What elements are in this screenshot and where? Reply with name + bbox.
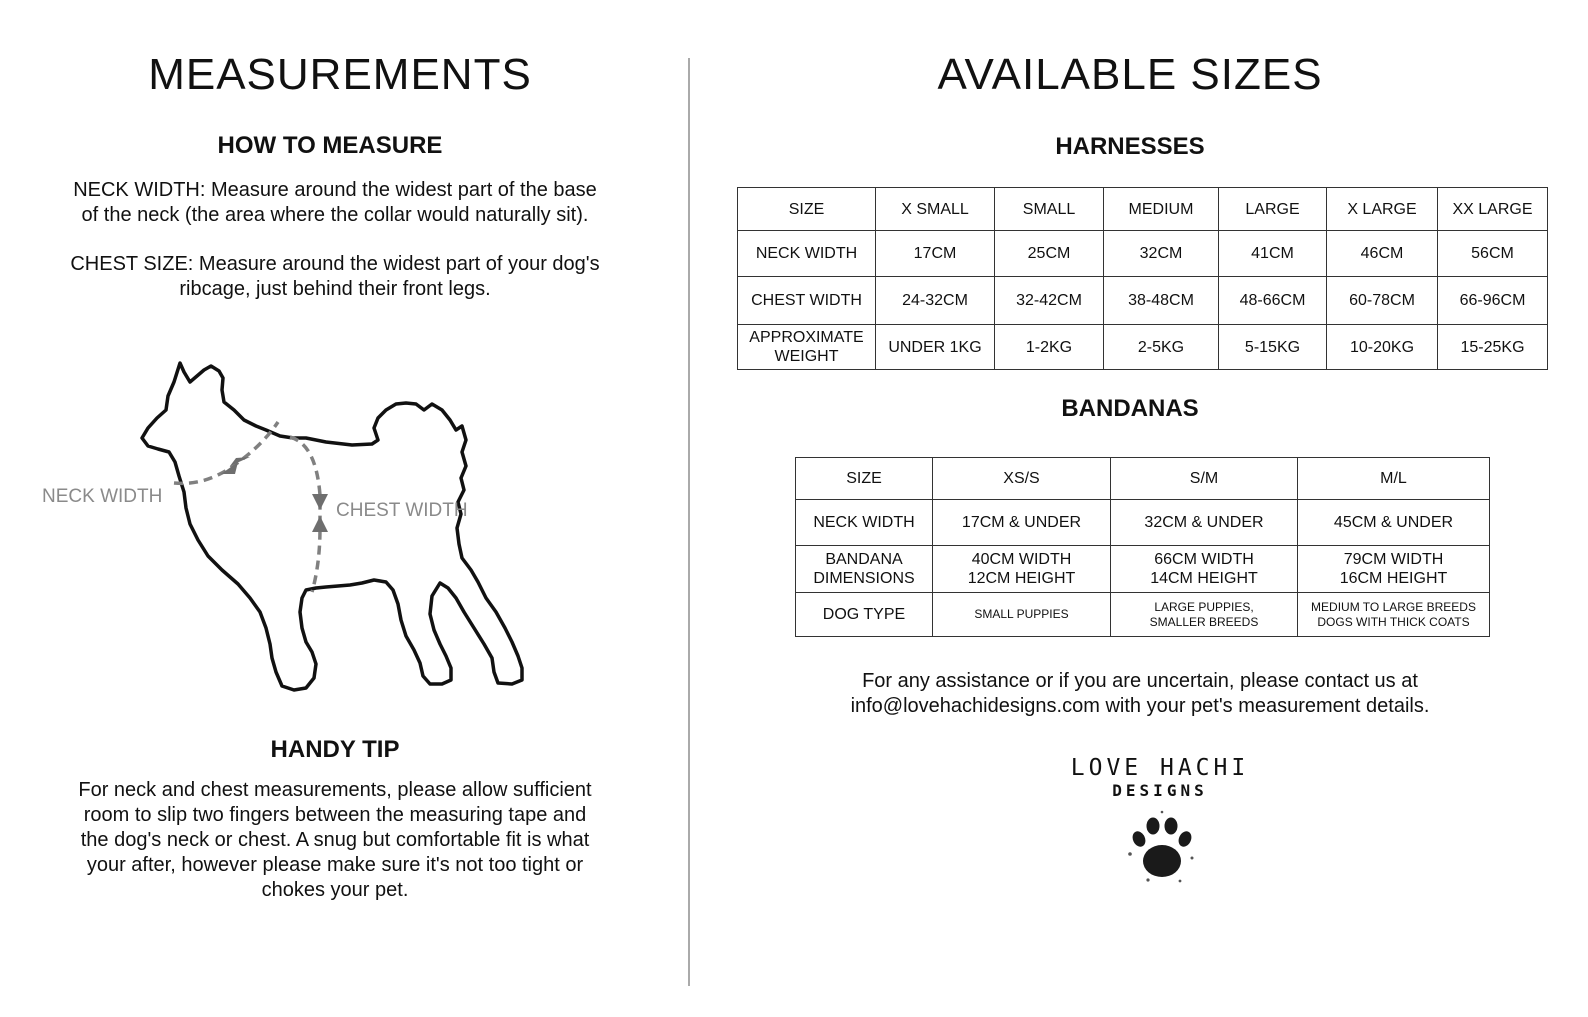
paw-speck [1128,852,1132,856]
handy-tip-text [20,778,650,903]
table-cell: 48-66CM [1219,277,1327,325]
brand-name-line2: DESIGNS [1112,781,1208,800]
table-row [796,593,1490,637]
measurements-title: MEASUREMENTS [148,50,532,99]
table-cell: 32CM & UNDER [1111,500,1298,546]
header-cell: SIZE [796,458,933,500]
contact-text [790,669,1490,719]
table-row [738,325,1548,370]
table-row [796,500,1490,546]
paw-speck [1191,857,1194,860]
row-label-cell: DOG TYPE [796,593,933,637]
header-cell: S/M [1111,458,1298,500]
contact-line1: For any assistance or if you are uncertain, please contact us at [862,670,1418,692]
row-label-cell: BANDANA DIMENSIONS [796,546,933,593]
table-cell: SMALL PUPPIES [933,593,1111,637]
table-cell: 10-20KG [1327,325,1438,370]
header-cell: X LARGE [1327,188,1438,231]
dog-silhouette [142,363,522,690]
tip-line: the dog's neck or chest. A snug but comfortable fit is what [80,829,590,851]
contact-line2: info@lovehachidesigns.com with your pet's measurement details. [850,695,1430,717]
how-to-measure-text [20,178,650,302]
column-divider [688,58,690,986]
paw-speck [1146,878,1149,881]
table-cell: 1-2KG [995,325,1104,370]
table-cell: 24-32CM [876,277,995,325]
header-cell: LARGE [1219,188,1327,231]
table-cell: 79CM WIDTH 16CM HEIGHT [1298,546,1490,593]
paw-speck [1161,811,1164,814]
brand-name-line1: LOVE HACHI [1070,755,1250,781]
table-cell: 5-15KG [1219,325,1327,370]
table-header-row [738,188,1548,231]
neck-instruction-line1: NECK WIDTH: Measure around the widest part of the base [73,179,597,201]
row-label-cell: CHEST WIDTH [738,277,876,325]
tip-line: room to slip two fingers between the measuring tape and [83,804,587,826]
harnesses-heading: HARNESSES [1055,133,1205,160]
brand-logo [1040,755,1280,800]
table-cell: 56CM [1438,231,1548,277]
available-sizes-title: AVAILABLE SIZES [937,50,1323,99]
tip-line: your after, however please make sure it's not too tight or [86,854,584,876]
table-cell: LARGE PUPPIES, SMALLER BREEDS [1111,593,1298,637]
table-cell: 32CM [1104,231,1219,277]
paw-toe [1165,818,1178,835]
table-cell: 41CM [1219,231,1327,277]
chest-width-label: CHEST WIDTH [336,500,468,521]
table-cell: 25CM [995,231,1104,277]
paw-toe [1147,818,1160,835]
tip-line: For neck and chest measurements, please allow sufficient [78,779,592,801]
neck-instruction-line2: of the neck (the area where the collar would naturally sit). [81,204,589,226]
table-cell: MEDIUM TO LARGE BREEDS DOGS WITH THICK COATS [1298,593,1490,637]
harness-size-table [737,187,1548,370]
header-cell: XS/S [933,458,1111,500]
handy-tip-heading: HANDY TIP [270,736,400,763]
paw-print-icon [1122,808,1202,888]
chest-instruction-line2: ribcage, just behind their front legs. [179,278,491,300]
table-cell: 38-48CM [1104,277,1219,325]
header-cell: M/L [1298,458,1490,500]
header-cell: SMALL [995,188,1104,231]
table-cell: UNDER 1KG [876,325,995,370]
table-cell: 17CM & UNDER [933,500,1111,546]
table-cell: 15-25KG [1438,325,1548,370]
neck-width-label: NECK WIDTH [42,486,163,507]
header-cell: MEDIUM [1104,188,1219,231]
table-row [796,546,1490,593]
paw-pad [1143,845,1181,877]
row-label-cell: NECK WIDTH [738,231,876,277]
dog-measurement-diagram [0,340,660,710]
chest-instruction-line1: CHEST SIZE: Measure around the widest part of your dog's [70,253,600,275]
paw-speck [1179,880,1182,883]
table-cell: 2-5KG [1104,325,1219,370]
table-cell: 60-78CM [1327,277,1438,325]
table-cell: 46CM [1327,231,1438,277]
bandana-size-table [795,457,1490,637]
table-cell: 32-42CM [995,277,1104,325]
bandanas-heading: BANDANAS [1061,395,1199,422]
row-label-cell: APPROXIMATE WEIGHT [738,325,876,370]
table-cell: 45CM & UNDER [1298,500,1490,546]
table-row [738,231,1548,277]
paw-toe [1176,829,1194,849]
header-cell: SIZE [738,188,876,231]
table-cell: 66CM WIDTH 14CM HEIGHT [1111,546,1298,593]
header-cell: XX LARGE [1438,188,1548,231]
table-header-row [796,458,1490,500]
table-cell: 66-96CM [1438,277,1548,325]
header-cell: X SMALL [876,188,995,231]
table-cell: 17CM [876,231,995,277]
row-label-cell: NECK WIDTH [796,500,933,546]
table-row [738,277,1548,325]
paw-toe [1130,829,1148,849]
tip-line: chokes your pet. [261,879,409,901]
table-cell: 40CM WIDTH 12CM HEIGHT [933,546,1111,593]
how-to-measure-heading: HOW TO MEASURE [217,132,443,159]
